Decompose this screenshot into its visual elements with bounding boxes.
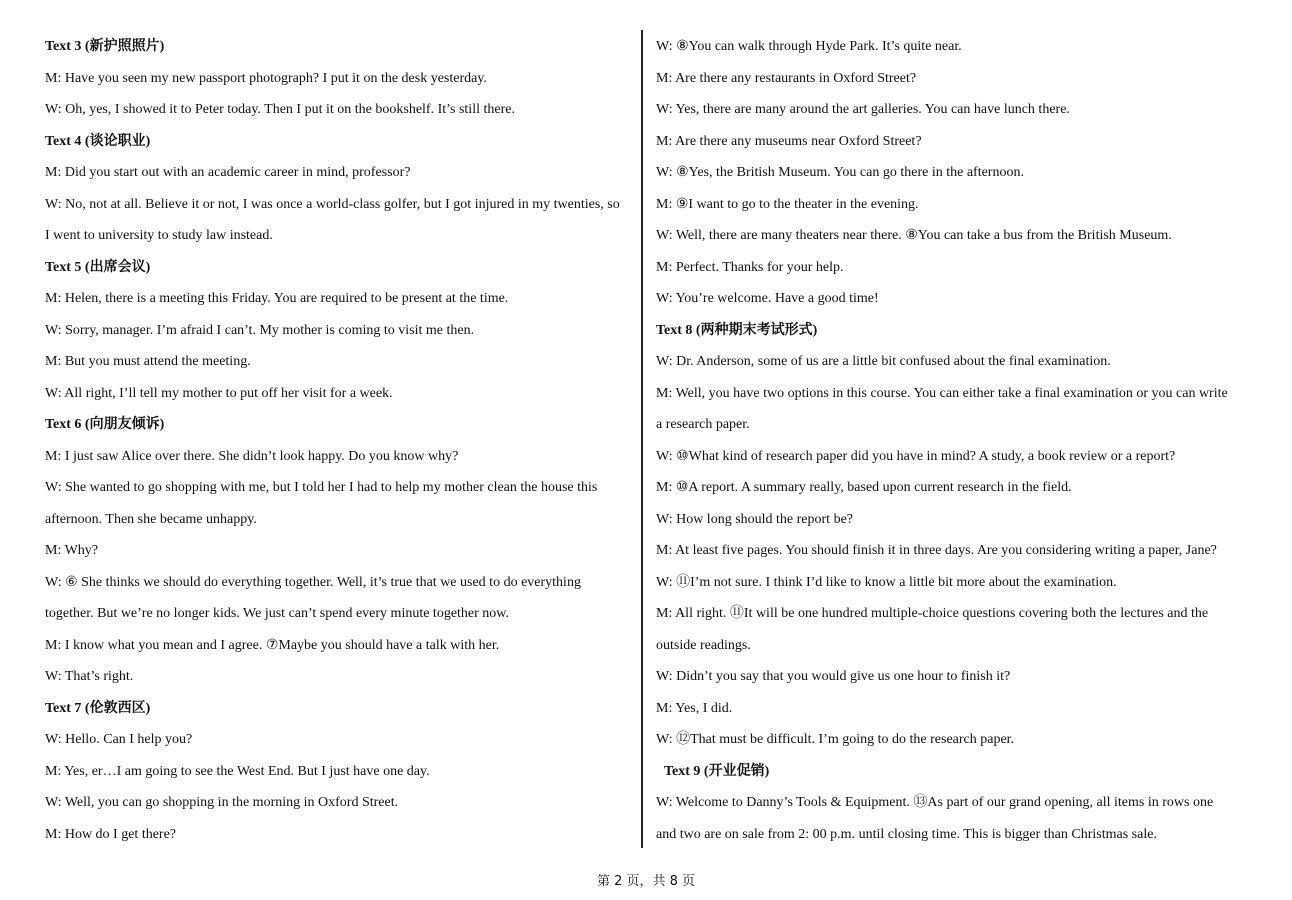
column-divider bbox=[641, 30, 643, 848]
section-heading: Text 6 (向朋友倾诉) bbox=[45, 417, 165, 432]
dialogue-line: W: ⑪I’m not sure. I think I’d like to know a little bit more about the examination. bbox=[656, 574, 1117, 590]
dialogue-line: M: I know what you mean and I agree. ⑦Maybe you should have a talk with her. bbox=[45, 637, 500, 653]
dialogue-line: W: Hello. Can I help you? bbox=[45, 732, 193, 747]
dialogue-line: M: How do I get there? bbox=[45, 826, 177, 842]
section-heading: Text 3 (新护照照片) bbox=[45, 39, 165, 54]
dialogue-line: W: All right, I’ll tell my mother to put off her visit for a week. bbox=[45, 385, 393, 401]
section-heading: Text 8 (两种期末考试形式) bbox=[656, 322, 818, 338]
dialogue-line: afternoon. Then she became unhappy. bbox=[45, 511, 257, 527]
page-number: 第 2 页，共 8 页 bbox=[596, 874, 696, 889]
dialogue-line: M: Are there any museums near Oxford Street? bbox=[656, 133, 922, 149]
dialogue-line: M: Helen, there is a meeting this Friday. You are required to be present at the time. bbox=[45, 291, 509, 306]
dialogue-line: a research paper. bbox=[656, 417, 750, 432]
dialogue-line: M: Yes, I did. bbox=[656, 700, 733, 716]
dialogue-line: M: Have you seen my new passport photograph? I put it on the desk yesterday. bbox=[45, 70, 487, 86]
dialogue-line: W: ⑧Yes, the British Museum. You can go there in the afternoon. bbox=[656, 165, 1024, 180]
dialogue-line: W: She wanted to go shopping with me, but I told her I had to help my mother clean the house this bbox=[45, 480, 598, 495]
dialogue-line: M: Why? bbox=[45, 543, 99, 558]
dialogue-line: and two are on sale from 2: 00 p.m. until closing time. This is bigger than Christmas sale. bbox=[656, 826, 1157, 842]
dialogue-line: M: Are there any restaurants in Oxford Street? bbox=[656, 70, 917, 86]
dialogue-line: M: Yes, er…I am going to see the West End. But I just have one day. bbox=[45, 763, 430, 779]
dialogue-line: W: Oh, yes, I showed it to Peter today. Then I put it on the bookshelf. It’s still there. bbox=[45, 102, 515, 117]
dialogue-line: W: Well, you can go shopping in the morning in Oxford Street. bbox=[45, 795, 399, 810]
dialogue-line: W: Welcome to Danny’s Tools & Equipment. ⑬As part of our grand opening, all items in rows one bbox=[656, 795, 1214, 810]
dialogue-line: W: No, not at all. Believe it or not, I was once a world-class golfer, but I got injured in my twenties, so bbox=[45, 196, 620, 212]
dialogue-line: M: ⑩A report. A summary really, based upon current research in the field. bbox=[656, 480, 1072, 495]
left-column bbox=[45, 36, 635, 855]
dialogue-line: outside readings. bbox=[656, 637, 751, 653]
dialogue-line: I went to university to study law instead. bbox=[45, 228, 273, 243]
dialogue-line: W: ⑧You can walk through Hyde Park. It’s quite near. bbox=[656, 39, 962, 54]
section-heading: Text 7 (伦敦西区) bbox=[45, 700, 151, 716]
dialogue-line: M: All right. ⑪It will be one hundred multiple-choice questions covering both the lectures and the bbox=[656, 606, 1209, 621]
section-heading: Text 4 (谈论职业) bbox=[45, 133, 151, 149]
dialogue-line: W: Yes, there are many around the art galleries. You can have lunch there. bbox=[656, 102, 1070, 117]
dialogue-line: M: Did you start out with an academic career in mind, professor? bbox=[45, 165, 411, 180]
dialogue-line: W: Didn’t you say that you would give us one hour to finish it? bbox=[656, 669, 1011, 684]
dialogue-line: W: ⑫That must be difficult. I’m going to do the research paper. bbox=[656, 732, 1015, 747]
section-heading: Text 9 (开业促销) bbox=[664, 763, 770, 779]
dialogue-line: W: ⑥ She thinks we should do everything together. Well, it’s true that we used to do everything bbox=[45, 574, 581, 590]
dialogue-line: W: How long should the report be? bbox=[656, 511, 853, 527]
dialogue-line: M: I just saw Alice over there. She didn’t look happy. Do you know why? bbox=[45, 448, 459, 464]
dialogue-line: W: ⑩What kind of research paper did you have in mind? A study, a book review or a report? bbox=[656, 448, 1176, 464]
dialogue-line: W: Well, there are many theaters near there. ⑧You can take a bus from the British Museum. bbox=[656, 228, 1172, 243]
dialogue-line: M: Perfect. Thanks for your help. bbox=[656, 259, 844, 275]
right-column bbox=[656, 36, 1256, 855]
dialogue-line: M: Well, you have two options in this course. You can either take a final examination or you can write bbox=[656, 385, 1228, 401]
dialogue-line: W: Dr. Anderson, some of us are a little bit confused about the final examination. bbox=[656, 354, 1111, 369]
dialogue-line: W: Sorry, manager. I’m afraid I can’t. My mother is coming to visit me then. bbox=[45, 322, 475, 338]
dialogue-line: together. But we’re no longer kids. We just can’t spend every minute together now. bbox=[45, 606, 510, 621]
dialogue-line: M: ⑨I want to go to the theater in the evening. bbox=[656, 196, 919, 212]
dialogue-line: W: That’s right. bbox=[45, 669, 134, 684]
dialogue-line: M: At least five pages. You should finish it in three days. Are you considering writing a paper, Jane? bbox=[656, 543, 1217, 558]
dialogue-line: W: You’re welcome. Have a good time! bbox=[656, 291, 879, 306]
section-heading: Text 5 (出席会议) bbox=[45, 259, 151, 275]
dialogue-line: M: But you must attend the meeting. bbox=[45, 354, 251, 369]
